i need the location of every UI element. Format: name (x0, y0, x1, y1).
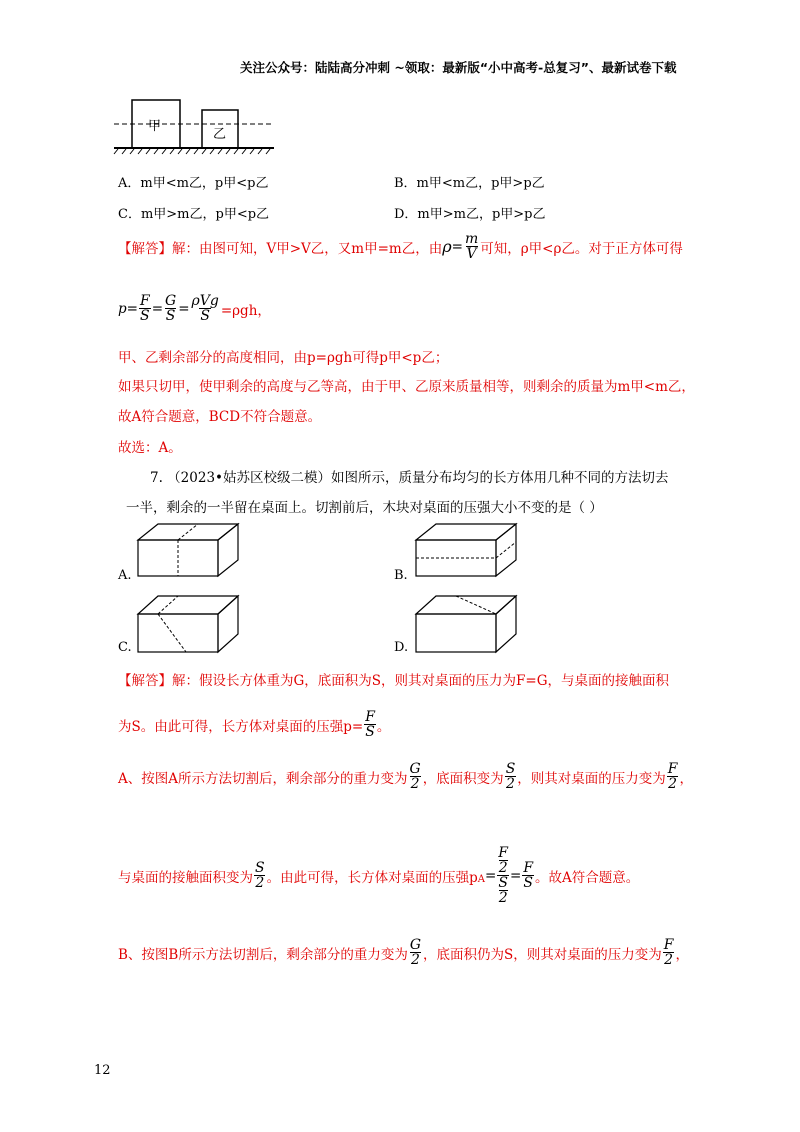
figure-q7-option-a (134, 522, 244, 580)
q7-stem-line1: 7. （2023•姑苏区校级二模）如图所示，质量分布均匀的长方体用几种不同的方法切去 (150, 470, 669, 486)
q6-answer-line5: 故A符合题意，BCD不符合题意。 (118, 409, 322, 425)
q6-option-c: C．m甲>m乙，p甲<p乙 (118, 207, 270, 222)
q7-answer-a-line1: A、按图A所示方法切割后，剩余部分的重力变为 $\frac{G}{2}$ ，底面积变为 $\frac{S}{2}$ ，则其对桌面的压力变为 $\frac{F}{2}$ ， (118, 761, 693, 792)
block-label-jia: 甲 (148, 119, 162, 134)
q6-formula-pressure: p = $\frac{F}{S}$ = $\frac{G}{S}$ = $\frac{\text{ρVg}}{S}$ =ρgh， (118, 293, 271, 324)
q6-answer-line4: 如果只切甲，使甲剩余的高度与乙等高，由于甲、乙原来质量相等，则剩余的质量为m甲<m乙， (118, 379, 695, 395)
q6-option-a: A．m甲<m乙，p甲<p乙 (118, 176, 269, 191)
figure-q7-option-c (134, 594, 244, 656)
q6-answer-line6: 故选：A。 (118, 440, 182, 456)
q7-answer-line2: 为S。由此可得，长方体对桌面的压强p= $\frac{F}{S}$ 。 (118, 709, 391, 740)
q6-answer-line3: 甲、乙剩余部分的高度相同，由p=ρgh可得p甲<p乙； (118, 350, 449, 366)
q7-option-c-label: C. (118, 640, 132, 655)
answer-text: 解：由图可知，V甲>V乙，又m甲=m乙，由 (172, 240, 443, 257)
answer-tag: 【解答】 (118, 673, 172, 689)
q7-stem-line2: 一半，剩余的一半留在桌面上。切割前后，木块对桌面的压强大小不变的是（ ） (126, 500, 603, 516)
answer-tag: 【解答】 (118, 240, 172, 257)
q7-option-b-label: B. (394, 568, 408, 583)
rho-symbol: ρ (442, 237, 452, 256)
answer-text: 可知，ρ甲<ρ乙。对于正方体可得 (480, 240, 683, 257)
q6-answer-line1: 【解答】 解：由图可知，V甲>V乙，又m甲=m乙，由 ρ = $\frac{m}{V}$ 可知，ρ甲<ρ乙。对于正方体可得 (118, 231, 683, 262)
q7-option-a-label: A. (118, 568, 132, 583)
block-label-yi: 乙 (213, 127, 227, 142)
q7-answer-line1: 【解答】解：假设长方体重为G，底面积为S，则其对桌面的压力为F=G，与桌面的接触面积 (118, 673, 669, 689)
q7-answer-b-line1: B、按图B所示方法切割后，剩余部分的重力变为 $\frac{G}{2}$ ，底面积仍为S，则其对桌面的压力变为 $\frac{F}{2}$ ， (118, 937, 689, 968)
figure-q7-option-d (412, 594, 522, 656)
page-header: 关注公众号：陆陆高分冲刺 ~领取：最新版“小中高考-总复习”、最新试卷下载 (240, 60, 677, 75)
fraction-m-over-v: $\frac{m}{V}$ (464, 231, 479, 262)
q7-option-d-label: D. (394, 640, 409, 655)
q6-option-d: D．m甲>m乙，p甲>p乙 (394, 207, 546, 222)
figure-q7-option-b (412, 522, 522, 580)
q7-answer-a-line2: 与桌面的接触面积变为 $\frac{S}{2}$ 。由此可得，长方体对桌面的压强p $_A$ = F 2 S 2 = $\frac{F}{S}$ 。故A符合题意。 (118, 845, 640, 906)
figure-q6-blocks (112, 96, 277, 156)
page-number: 12 (94, 1063, 111, 1078)
q6-option-b: B．m甲<m乙，p甲>p乙 (394, 176, 545, 191)
